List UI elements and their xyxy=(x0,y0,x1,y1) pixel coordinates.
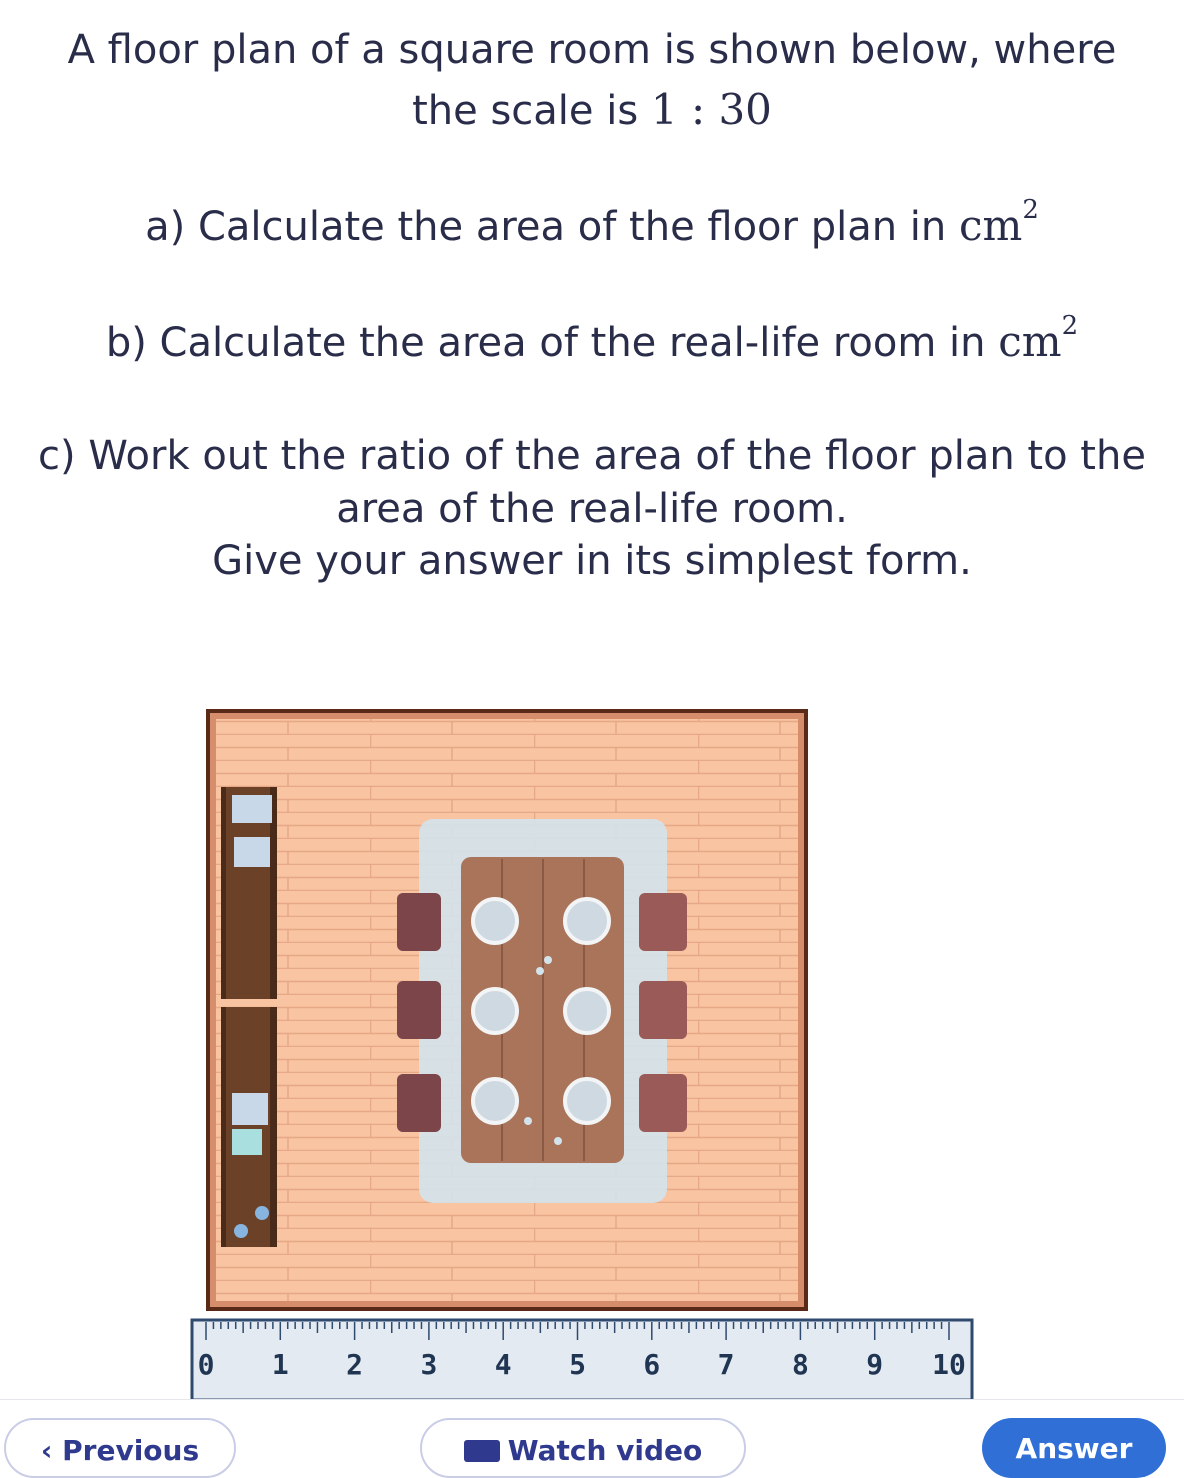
chair xyxy=(639,1074,687,1132)
part-b-unit: cm xyxy=(998,317,1062,366)
ruler-label: 8 xyxy=(791,1348,809,1381)
ruler xyxy=(190,1318,974,1400)
plate xyxy=(473,1079,517,1123)
chair xyxy=(397,981,441,1039)
ruler-label: 2 xyxy=(346,1348,364,1381)
previous-button[interactable] xyxy=(4,1418,236,1478)
plate xyxy=(565,1079,609,1123)
plate xyxy=(473,899,517,943)
ruler-label: 0 xyxy=(197,1348,215,1381)
ruler-label: 5 xyxy=(569,1348,586,1381)
chevron-left-icon: ‹ xyxy=(40,1434,63,1467)
part-a-text: a) Calculate the area of the floor plan in xyxy=(145,204,959,250)
ruler-label: 6 xyxy=(643,1348,661,1381)
plate xyxy=(473,989,517,1033)
watch-video-label: Watch video xyxy=(507,1434,703,1467)
part-c-line-2: area of the real-life room. xyxy=(336,486,848,532)
video-camera-icon xyxy=(464,1440,500,1462)
question-line-2 xyxy=(0,84,1184,137)
part-b xyxy=(0,311,1184,369)
part-c-line-3: Give your answer in its simplest form. xyxy=(212,538,972,584)
scale-ratio: 1 : 30 xyxy=(650,85,772,134)
part-a xyxy=(0,195,1184,253)
ruler-label: 7 xyxy=(717,1348,735,1381)
chair xyxy=(397,1074,441,1132)
answer-label: Answer xyxy=(1015,1432,1133,1465)
sideboard-top xyxy=(221,787,277,999)
part-a-unit: cm xyxy=(958,201,1023,250)
plate xyxy=(565,989,609,1033)
ruler-label: 3 xyxy=(420,1348,438,1381)
part-a-unit-exponent: 2 xyxy=(1022,195,1039,225)
chair xyxy=(639,893,687,951)
ruler-label: 10 xyxy=(932,1348,966,1381)
question-line-1: A floor plan of a square room is shown below, where xyxy=(67,27,1117,73)
watch-video-button[interactable] xyxy=(420,1418,746,1478)
part-b-text: b) Calculate the area of the real-life room in xyxy=(105,320,999,366)
scale-prefix: the scale is xyxy=(412,88,651,134)
floor-plan xyxy=(206,709,808,1311)
part-b-unit-exponent: 2 xyxy=(1061,311,1079,341)
part-c-line-1: c) Work out the ratio of the area of the floor plan to the xyxy=(38,433,1146,479)
footer-divider xyxy=(0,1399,1184,1400)
ruler-label: 4 xyxy=(494,1348,512,1381)
previous-label: Previous xyxy=(62,1434,200,1467)
plate xyxy=(565,899,609,943)
answer-button[interactable] xyxy=(982,1418,1166,1478)
ruler-label: 1 xyxy=(271,1348,289,1381)
chair xyxy=(397,893,441,951)
ruler-label: 9 xyxy=(866,1348,884,1381)
chair xyxy=(639,981,687,1039)
sideboard-bottom xyxy=(221,1007,277,1247)
